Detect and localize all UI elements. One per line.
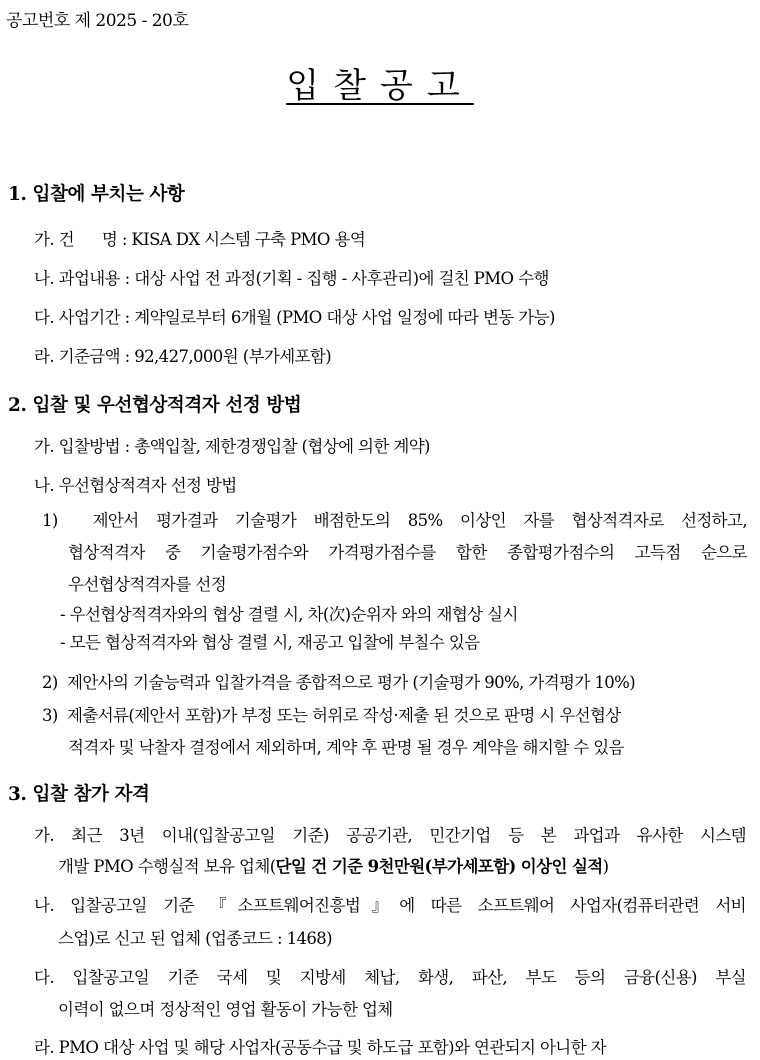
- sub-item-cont: 협상적격자 중 기술평가점수와 가격평가점수를 합한 종합평가점수의 고득점 순으로: [68, 543, 747, 562]
- sub-item-cont: 우선협상적격자를 선정: [68, 575, 227, 594]
- list-item-cont: [58, 853, 609, 877]
- list-item: 가. 최근 3년 이내(입찰공고일 기준) 공공기관, 민간기업 등 본 과업과 유사한 시스템: [34, 826, 746, 845]
- notice-number: 공고번호 제 2025 - 20호: [6, 11, 189, 31]
- page-title: [0, 58, 760, 107]
- list-item: 다. 사업기간 : 계약일로부터 6개월 (PMO 대상 사업 일정에 따라 변동 가능): [34, 308, 555, 327]
- bold-requirement: 단일 건 기준 9천만원(부가세포함) 이상인 실적: [275, 857, 603, 876]
- text-segment: ): [602, 857, 609, 876]
- dash-item: - 모든 협상적격자와 협상 결렬 시, 재공고 입찰에 부칠수 있음: [60, 633, 480, 652]
- page-title-text: 입찰공고: [286, 66, 474, 106]
- list-item: 다. 입찰공고일 기준 국세 및 지방세 체납, 화생, 파산, 부도 등의 금융(신용) 부실: [34, 968, 746, 987]
- sub-item: 2) 제안사의 기술능력과 입찰가격을 종합적으로 평가 (기술평가 90%, 가격평가 10%): [42, 673, 636, 692]
- sub-item: 1) 제안서 평가결과 기술평가 배점한도의 85% 이상인 자를 협상적격자로 선정하고,: [42, 511, 747, 530]
- list-item: 나. 과업내용 : 대상 사업 전 과정(기획 - 집행 - 사후관리)에 걸친 PMO 수행: [34, 269, 549, 288]
- list-item-cont: 스업)로 신고 된 업체 (업종코드 : 1468): [58, 929, 332, 948]
- list-item: 가. 입찰방법 : 총액입찰, 제한경쟁입찰 (협상에 의한 계약): [34, 437, 430, 456]
- text-segment: 개발 PMO 수행실적 보유 업체(: [58, 857, 276, 876]
- dash-item: - 우선협상적격자와의 협상 결렬 시, 차(次)순위자 와의 재협상 실시: [60, 605, 518, 624]
- sub-item-cont: 적격자 및 낙찰자 결정에서 제외하며, 계약 후 판명 될 경우 계약을 해지할 수 있음: [68, 738, 624, 757]
- section-heading-2: 2. 입찰 및 우선협상적격자 선정 방법: [8, 395, 302, 416]
- list-item-cont: 이력이 없으며 정상적인 영업 활동이 가능한 업체: [58, 1000, 393, 1019]
- list-item: 라. PMO 대상 사업 및 해당 사업자(공동수급 및 하도급 포함)와 연관되지 아니한 자: [34, 1038, 606, 1057]
- list-item: 라. 기준금액 : 92,427,000원 (부가세포함): [34, 347, 332, 366]
- section-heading-1: 1. 입찰에 부치는 사항: [8, 184, 185, 205]
- list-item: 나. 입찰공고일 기준 『소프트웨어진흥법』에 따른 소프트웨어 사업자(컴퓨터관련 서비: [34, 896, 746, 915]
- list-item: 가. 건 명 : KISA DX 시스템 구축 PMO 용역: [34, 230, 366, 249]
- section-heading-3: 3. 입찰 참가 자격: [8, 784, 150, 805]
- list-item: 나. 우선협상적격자 선정 방법: [34, 476, 237, 495]
- sub-item: 3) 제출서류(제안서 포함)가 부정 또는 허위로 작성·제출 된 것으로 판명 시 우선협상: [42, 706, 621, 725]
